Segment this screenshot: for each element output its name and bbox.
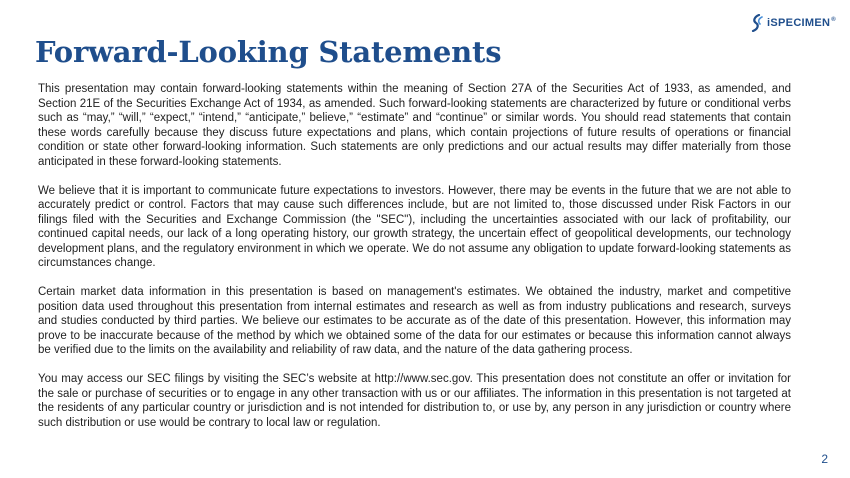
page-title: Forward-Looking Statements bbox=[35, 35, 502, 69]
page-number: 2 bbox=[821, 452, 828, 466]
paragraph-forward-looking: This presentation may contain forward-looking statements within the meaning of Section 27A of the Securities Act of 1933, as amended, and Section 21E of the Securities Exchange Act of 1934, as amended. Such forward-looking statements are characterized by future or conditional verbs such as “may,” “will,” “expect,” “intend,” “anticipate,” believe,” “estimate” and “continue” or similar words. You should read statements that contain these words carefully because they discuss future expectations and plans, which contain projections of future results of operations or financial condition or state other forward-looking information. Such statements are only predictions and our actual results may differ materially from those anticipated in these forward-looking statements. bbox=[38, 83, 791, 168]
trademark-symbol: ® bbox=[831, 17, 836, 24]
ispecimen-logo bbox=[750, 14, 836, 32]
ispecimen-logo-icon bbox=[750, 14, 764, 32]
statement-body bbox=[38, 82, 791, 445]
paragraph-sec-filings: You may access our SEC filings by visiting the SEC’s website at http://www.sec.gov. This presentation does not constitute an offer or invitation for the sale or purchase of securities or to engage in any other transaction with us or our affiliates. The information in this presentation is not targeted at the residents of any particular country or jurisdiction and is not intended for distribution to, or use by, any person in any jurisdiction or country where such distribution or use would be contrary to local law or regulation. bbox=[38, 373, 791, 429]
paragraph-expectations: We believe that it is important to communicate future expectations to investors. However, there may be events in the future that we are not able to accurately predict or control. Factors that may cause such differences include, but are not limited to, those discussed under Risk Factors in our filings filed with the Securities and Exchange Commission (the "SEC"), including the uncertainties associated with our lack of profitability, our continued capital needs, our lack of a long operating history, our growth strategy, the uncertain effect of geopolitical developments, our technology development plans, and the regulatory environment in which we operate. We do not assume any obligation to update forward-looking statements as circumstances change. bbox=[38, 184, 791, 269]
paragraph-market-data: Certain market data information in this presentation is based on management's estimates. We obtained the industry, market and competitive position data used throughout this presentation from internal estimates and research as well as from industry publications and research, surveys and studies conducted by third parties. We believe our estimates to be accurate as of the date of this presentation. However, this information may prove to be inaccurate because of the method by which we obtained some of the data for our estimates or because this information cannot always be verified due to the limits on the availability and reliability of raw data, and the nature of the data gathering process. bbox=[38, 286, 791, 356]
logo-text: iSPECIMEN® bbox=[767, 17, 836, 29]
